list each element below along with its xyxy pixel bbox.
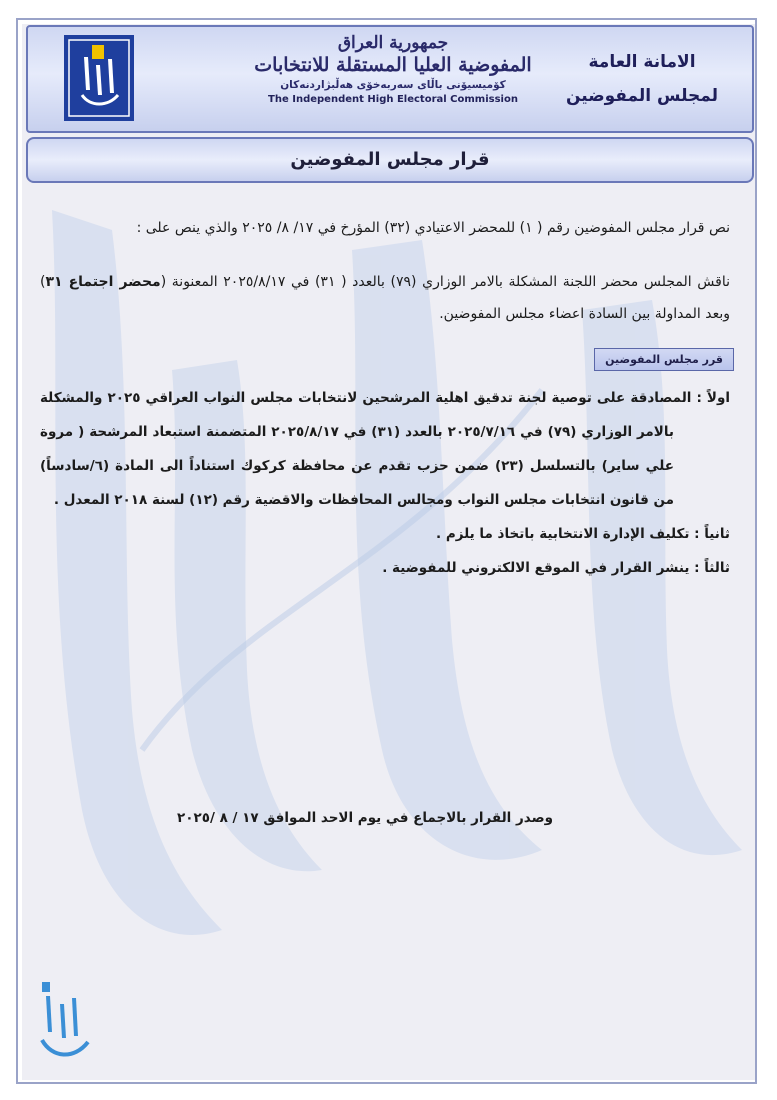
decision-body (40, 212, 730, 585)
intro-paragraph: نص قرار مجلس المفوضين رقم ( ١) للمحضر الاعتيادي (٣٢) المؤرخ في ١٧/ ٨/ ٢٠٢٥ والذي ينص على : (136, 220, 730, 236)
commission-name-block (243, 33, 543, 125)
decision-items (40, 381, 730, 585)
discussion-prefix: ناقش المجلس محضر اللجنة المشكلة بالامر الوزاري (٧٩) بالعدد ( ٣١) في ٢٠٢٥/٨/١٧ المعنونة ( (160, 274, 730, 290)
decision-label: قرر مجلس المفوضين (594, 348, 734, 371)
document-header (26, 25, 754, 133)
discussion-paragraph (40, 266, 730, 330)
decision-item-3: ثالثاً : ينشر القرار في الموقع الالكتروني للمفوضية . (382, 560, 730, 576)
commission-english-name: The Independent High Electoral Commission (268, 94, 518, 105)
commission-ar-line1: جمهورية العراق (337, 33, 449, 53)
discussion-suffix: ) وبعد المداولة بين السادة اعضاء مجلس المفوضين. (40, 274, 730, 322)
page-title: قرار مجلس المفوضين (26, 137, 754, 183)
secretariat-line2: لمجلس المفوضين (565, 86, 719, 106)
decision-item-1: اولاً : المصادقة على توصية لجنة تدقيق اهلية المرشحين لانتخابات مجلس النواب العراقي ٢٠٢٥ والمشكلة بالامر الوزاري (٧٩) في ٢٠٢٥/٧/١٦ بالعدد (٣١) في ٢٠٢٥/٨/١٧ المتضمنة استبعاد المرشحة ( مروة علي ساير) بالتسلسل (٢٣) ضمن حزب تقدم عن محافظة كركوك استناداً الى المادة (٦/سادساً) من قانون انتخابات مجلس النواب ومجالس المحافظات والاقضية رقم (١٢) لسنة ٢٠١٨ المعدل . (40, 390, 731, 508)
decision-item-2: ثانياً : تكليف الإدارة الانتخابية باتخاذ ما يلزم . (436, 526, 730, 542)
issued-statement: وصدر القرار بالاجماع في يوم الاحد الموافق ١٧ / ٨ /٢٠٢٥ (176, 810, 554, 826)
ihec-logo-icon (64, 35, 134, 121)
commission-ar-line2: المفوضية العليا المستقلة للانتخابات (254, 54, 532, 76)
ihec-logo-icon (36, 980, 96, 1068)
commission-kurdish-name: كۆمیسیۆنى باڵاى سەربەخۆى هەڵبژاردنەكان (280, 79, 506, 91)
secretariat-line1: الامانة العامة (588, 52, 696, 72)
secretariat-label (562, 45, 722, 113)
discussion-bold: محضر اجتماع ٣١ (45, 274, 161, 290)
